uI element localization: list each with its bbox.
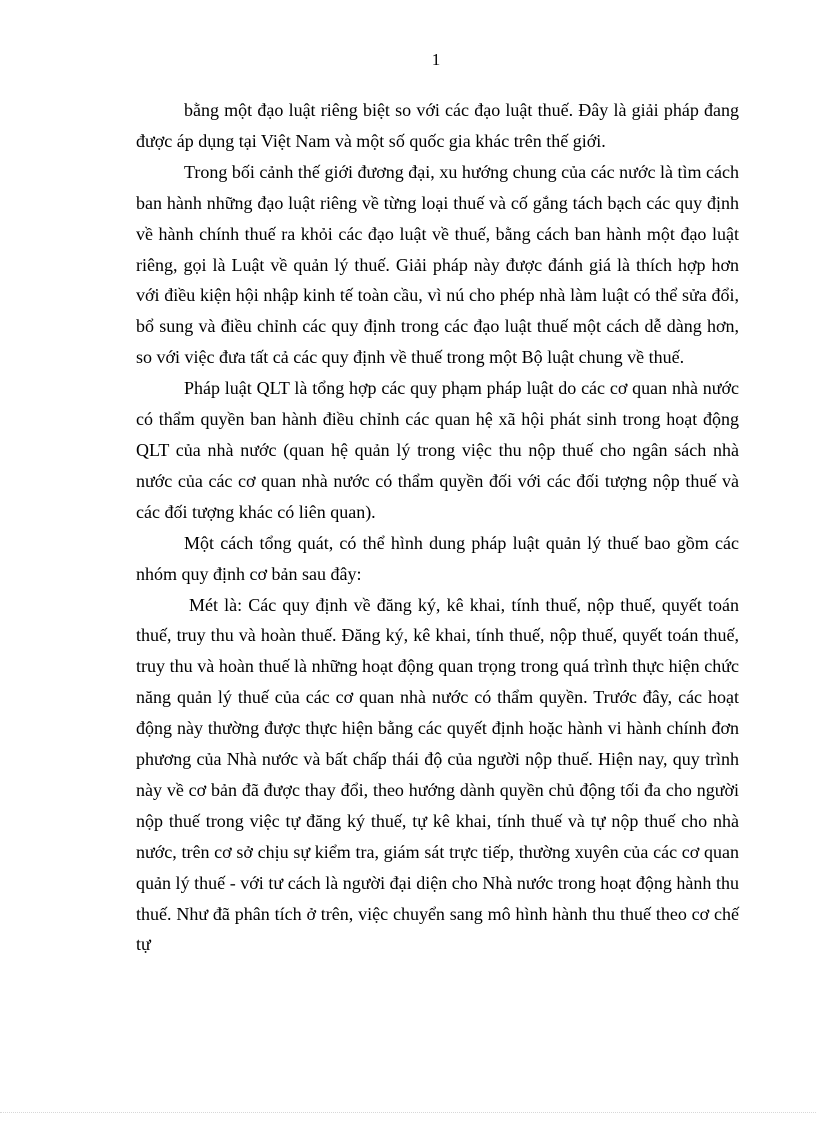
- paragraph-qlt-definition: Pháp luật QLT là tổng hợp các quy phạm pháp luật do các cơ quan nhà nước có thẩm quyền ban hành điều chỉnh các quan hệ xã hội phát sinh trong hoạt động QLT của nhà nước (quan hệ quản lý trong việc thu nộp thuế cho ngân sách nhà nước của các cơ quan nhà nước có thẩm quyền đối với các đối tượng nộp thuế và các đối tượng khác có liên quan).: [136, 378, 739, 522]
- paragraph-global-trend: Trong bối cảnh thế giới đương đại, xu hướng chung của các nước là tìm cách ban hành những đạo luật riêng về từng loại thuế và cố gắng tách bạch các quy định về hành chính thuế ra khỏi các đạo luật về thuế, bằng cách ban hành một đạo luật riêng, gọi là Luật về quản lý thuế. Giải pháp này được đánh giá là thích hợp hơn với điều kiện hội nhập kinh tế toàn cầu, vì nú cho phép nhà làm luật có thể sửa đổi, bổ sung và điều chỉnh các quy định trong các đạo luật thuế một cách dễ dàng hơn, so với việc đưa tất cả các quy định về thuế trong một Bộ luật chung về thuế.: [136, 161, 739, 368]
- page-number: 1: [431, 50, 441, 69]
- page-bottom-divider: [0, 1112, 816, 1113]
- paragraph-first-group: Mét là: Các quy định về đăng ký, kê khai, tính thuế, nộp thuế, quyết toán thuế, truy thu và hoàn thuế. Đăng ký, kê khai, tính thuế, nộp thuế, quyết toán thuế, truy thu và hoàn thuế là những hoạt động quan trọng trong quá trình thực hiện chức năng quản lý thuế của các cơ quan nhà nước có thẩm quyền. Trước đây, các hoạt động này thường được thực hiện bằng các quyết định hoặc hành vi hành chính đơn phương của Nhà nước và bất chấp thái độ của người nộp thuế. Hiện nay, quy trình này về cơ bản đã được thay đổi, theo hướng dành quyền chủ động tối đa cho người nộp thuế trong việc tự đăng ký thuế, tự kê khai, tính thuế và tự nộp thuế cho nhà nước, trên cơ sở chịu sự kiểm tra, giám sát trực tiếp, thường xuyên của các cơ quan quản lý thuế - với tư cách là người đại diện cho Nhà nước trong hoạt động hành thu thuế. Như đã phân tích ở trên, việc chuyển sang mô hình hành thu thuế theo cơ chế tự: [136, 594, 739, 955]
- paragraph-continuation: bằng một đạo luật riêng biệt so với các đạo luật thuế. Đây là giải pháp đang được áp dụng tại Việt Nam và một số quốc gia khác trên thế giới.: [136, 100, 739, 151]
- document-body: [136, 95, 739, 960]
- paragraph-overview: Một cách tổng quát, có thể hình dung pháp luật quản lý thuế bao gồm các nhóm quy định cơ bản sau đây:: [136, 532, 739, 584]
